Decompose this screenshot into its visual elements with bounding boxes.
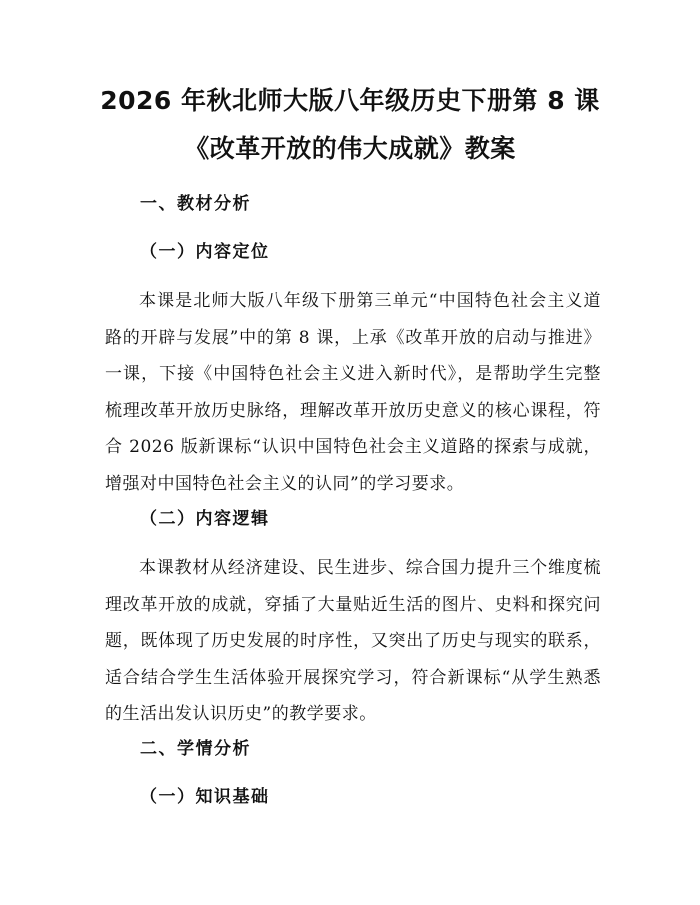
section-heading-learner-analysis: 二、学情分析: [140, 739, 251, 759]
document-title-line2: 《改革开放的伟大成就》教案: [184, 134, 516, 163]
document-title-line1: 2026 年秋北师大版八年级历史下册第 8 课: [100, 86, 600, 115]
section-heading-textbook-analysis: 一、教材分析: [140, 194, 251, 214]
subsection-heading-knowledge-base: （一）知识基础: [140, 787, 270, 807]
subsection-heading-content-positioning: （一）内容定位: [140, 242, 270, 262]
subsection-heading-content-logic: （二）内容逻辑: [140, 509, 270, 529]
paragraph-content-positioning: 本课是北师大版八年级下册第三单元“中国特色社会主义道路的开辟与发展”中的第 8 课，上承《改革开放的启动与推进》一课，下接《中国特色社会主义进入新时代》，是帮助学生完整梳理改革开放历史脉络，理解改革开放历史意义的核心课程，符合 2026 版新课标“认识中国特色社会主义道路的探索与成就，增强对中国特色社会主义的认同”的学习要求。: [105, 291, 601, 494]
paragraph-content-logic: 本课教材从经济建设、民生进步、综合国力提升三个维度梳理改革开放的成就，穿插了大量贴近生活的图片、史料和探究问题，既体现了历史发展的时序性，又突出了历史与现实的联系，适合结合学生生活体验开展探究学习，符合新课标“从学生熟悉的生活出发认识历史”的教学要求。: [105, 558, 601, 724]
